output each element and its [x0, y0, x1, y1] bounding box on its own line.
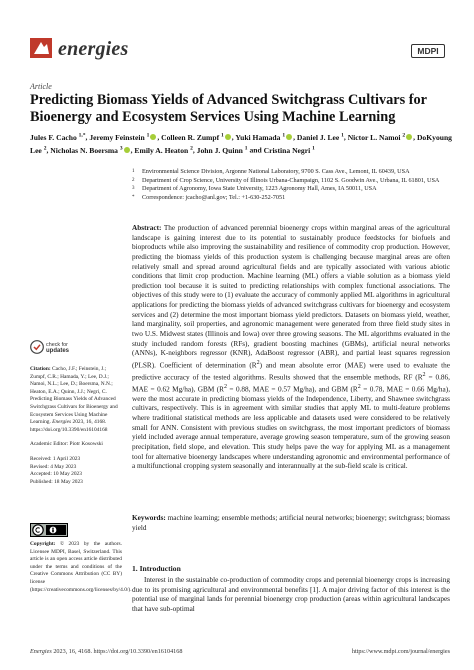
affiliation-item: 3 Department of Agronomy, Iowa State University, 1223 Agronomy Hall, Ames, IA 50011, USA: [132, 185, 377, 193]
abstract-text-2: ) and mean absolute error (MAE) were used to evaluate the predictive accuracy of the tested algorithms. Results showed that the ensemble methods, RF (R: [132, 361, 450, 382]
affiliations: [132, 168, 462, 203]
check-line-2: updates: [46, 348, 70, 354]
citation-block: [30, 366, 120, 434]
affiliation-item: * Correspondence: jcacho@anl.gov; Tel.: +1-630-252-7051: [132, 194, 286, 202]
date-published: Published: 18 May 2023: [30, 478, 83, 485]
abstract-text-3: = 0.86, MAE = 0.62 Mg/ha), GBM (R: [132, 373, 450, 394]
abstract: [132, 224, 450, 472]
intro-paragraph: [132, 576, 450, 614]
citation-journal: Energies: [52, 419, 72, 426]
citation-text: Cacho, J.F.; Feinstein, J.; Zumpf, C.R.; Hamada, Y.; Lee, D.J.; Namoi, N.L.; Lee, D.; Boersma, N.N.; Heaton, E.A.; Quinn, J.J.; Negri, C. Predicting Biomass Yields of Advanced Switchgrass Cultivars for Bioenergy and Ecosystem Services Using Machine Learning.: [30, 366, 118, 426]
r-squared-sup: 2: [256, 359, 260, 366]
publisher-logo[interactable]: MDPI: [411, 44, 445, 58]
affiliation-item: 2 Department of Crop Science, University of Illinois Urbana-Champaign, 1102 S. Goodwin Ave., Urbana, IL 61801, USA: [132, 176, 440, 184]
copyright-label: Copyright:: [30, 541, 56, 547]
orcid-icon[interactable]: [150, 134, 156, 140]
author-name: Daniel J. Lee $^1$: [296, 132, 344, 142]
r-squared-sup: 2: [357, 383, 361, 390]
date-revised: Revised: 4 May 2023: [30, 463, 77, 470]
footer-doi[interactable]: 2023, 16, 4168. https://doi.org/10.3390/en16104168: [53, 648, 183, 655]
author-name: Jeremy Feinstein $^1$: [89, 133, 157, 142]
author-name: Jules F. Cacho $^{1,*}$: [30, 132, 86, 142]
orcid-icon[interactable]: [406, 134, 412, 140]
cc-by-license-icon[interactable]: [30, 523, 68, 537]
author-list: Jules F. Cacho $^{1,*}$, Jeremy Feinstein $^1$ , Colleen R. Zumpf $^1$ , Yuki Hamada $^1$ , Daniel J. Lee $^1$, Nictor L. Namoi $^2$ , DoKyoung Lee $^2$, Nicholas N. Boersma $^3$ , Emily A. Heaton $^2$, John J. Quinn $^1$ and Cristina Negri $^1$: [30, 132, 452, 155]
footer-journal-link[interactable]: https://www.mdpi.com/journal/energies: [351, 648, 450, 655]
orcid-icon[interactable]: [286, 134, 292, 140]
author-name: Colleen R. Zumpf $^1$: [161, 133, 232, 142]
article-info-sidebar: [30, 366, 120, 486]
r-squared-sup: 2: [223, 383, 227, 390]
abstract-text-1: The production of advanced perennial bioenergy crops within marginal areas of the agricultural landscape is gaining interest due to its potential to sustainably produce feedstocks for biofuels and bioproducts while also improving the sustainability and resilience of commodity crop production. However, predicting the biomass yields of this production system is challenging because marginal areas are often relatively small and spread around agricultural fields and are typically associated with various abiotic conditions that limit crop production. Machine learning (ML) offers a viable solution as a biomass yield prediction tool because it is suited to predicting relationships with complex functional associations. The objectives of this study were to (1) evaluate the accuracy of commonly applied ML algorithms in agricultural applications for predicting the biomass yields of advanced switchgrass cultivars for bioenergy and ecosystem services and (2) determine the most important biomass yield predictors. Datasets on biomass yield, weather, land marginality, soil properties, and agronomic management were generated from three field study sites in two U.S. Midwest states (Illinois and Iowa) over three growing seasons. The ML algorithms evaluated in the study included random forests (RFs), gradient boosting machines (GBMs), artificial neural networks (ANNs), K-neighbors regressor (KNR), AdaBoost regressor (ABR), and partial least squares regression (PLSR). Coefficient of determination (R: [132, 224, 450, 370]
academic-editor: Academic Editor: Piotr Kosowski: [30, 441, 103, 448]
author-name: John J. Quinn $^1$: [196, 145, 248, 155]
orcid-icon[interactable]: [225, 134, 231, 140]
date-accepted: Accepted: 10 May 2023: [30, 471, 82, 478]
journal-logo-icon: [30, 38, 52, 58]
r-squared-sup: 2: [422, 371, 426, 378]
orcid-icon[interactable]: [124, 147, 130, 153]
section-heading: 1. Introduction: [132, 564, 181, 573]
keywords-text: machine learning; ensemble methods; artificial neural networks; bioenergy; switchgrass; biomass yield: [132, 514, 450, 532]
article-type: Article: [30, 82, 52, 91]
check-for-updates-label[interactable]: [46, 342, 69, 354]
abstract-label: Abstract:: [132, 224, 162, 232]
journal-name: energies: [58, 38, 129, 60]
check-line-1: check for: [46, 342, 68, 348]
date-received: Received: 1 April 2023: [30, 455, 81, 462]
abstract-text-4: = 0.88, MAE = 0.57 Mg/ha), and GBM (R: [227, 385, 358, 394]
keywords-label: Keywords:: [132, 514, 166, 522]
copyright-notice: [30, 541, 132, 594]
abstract-text-5: = 0.78, MAE = 0.66 Mg/ha), were the most accurate in predicting biomass yields of the Independence, Liberty, and Shawnee switchgrass cultivars, respectively. This is in agreement with similar studies that apply ML to multi-feature problems where traditional statistical methods are less applicable and datasets used were considered to be relatively small for ANN. Consistent with previous studies on switchgrass, the most important predictors of biomass yield included average annual temperature, average growing season temperature, sum of the growing season precipitation, field slope, and elevation. This study helps pave the way for applying ML as a management tool for alternative bioenergy landscapes where understanding agronomic and environmental performance of a multifunctional cropping system seasonally and interannually at the sub-field scale is critical.: [132, 385, 451, 471]
citation-doi[interactable]: 2023, 16, 4168. https://doi.org/10.3390/en16104168: [30, 419, 108, 433]
check-for-updates-icon[interactable]: [30, 340, 44, 354]
citation-label: Citation:: [30, 366, 51, 372]
intro-text: Interest in the sustainable co-production of commodity crops and perennial bioenergy crops is increasing due to its promising agricultural and environmental benefits [1]. A major driving factor of this interest is the potential use of marginal lands for perennial bioenergy crop production (areas within agricultural landscapes that have sub-optimal: [132, 576, 450, 613]
footer-journal: Energies: [30, 648, 52, 655]
keywords: [132, 514, 450, 533]
author-name: Yuki Hamada $^1$: [235, 133, 293, 142]
author-name: DoKyoung Lee $^2$: [30, 132, 452, 155]
author-name: Emily A. Heaton $^2$: [134, 145, 193, 155]
footer-citation: [30, 648, 182, 655]
affiliation-item: 1 Environmental Science Division, Argonne National Laboratory, 9700 S. Cass Ave., Lemont, IL 60439, USA: [132, 168, 410, 175]
copyright-text: © 2023 by the authors. Licensee MDPI, Basel, Switzerland. This article is an open access article distributed under the terms and conditions of the Creative Commons Attribution (CC BY) license (https://creativecommons.org/licenses/by/4.0/).: [30, 541, 132, 593]
author-name: Cristina Negri $^1$: [263, 145, 315, 155]
author-name: Nicholas N. Boersma $^3$: [50, 146, 130, 155]
article-title: Predicting Biomass Yields of Advanced Switchgrass Cultivars for Bioenergy and Ecosystem Services Using Machine Learning: [30, 92, 427, 125]
author-name: Nictor L. Namoi $^2$: [348, 133, 413, 142]
